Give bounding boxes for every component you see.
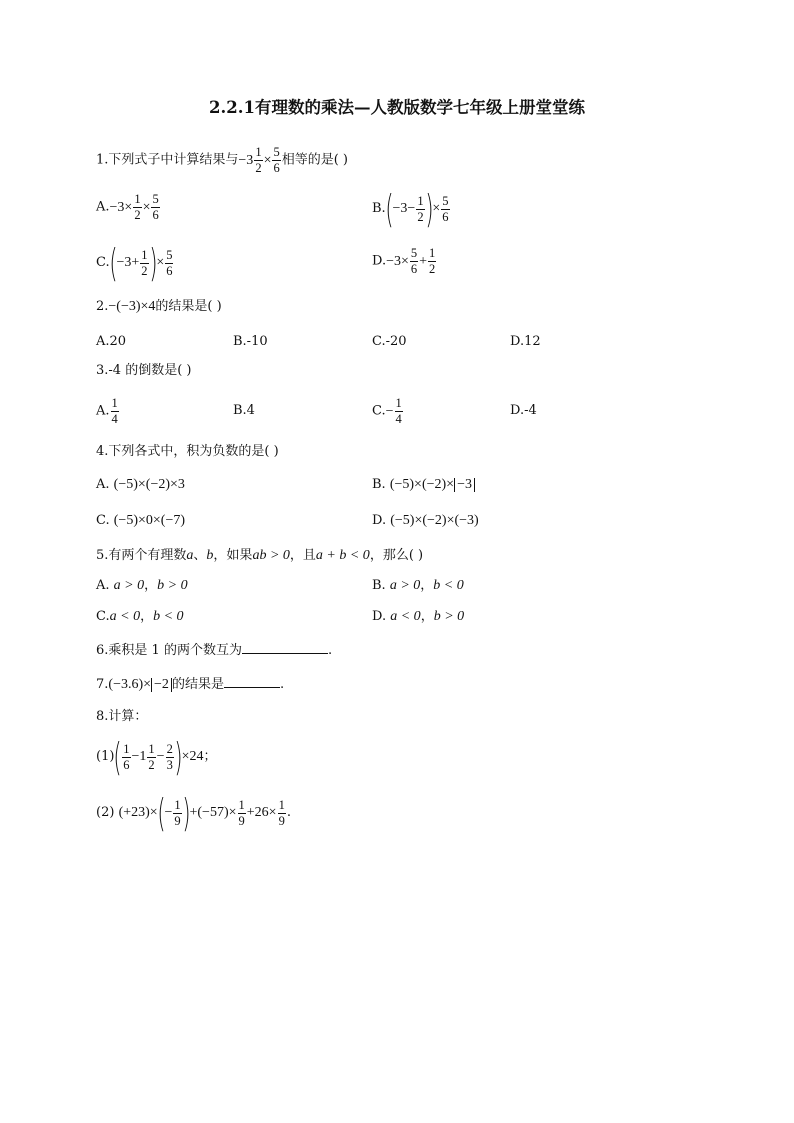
fraction [416,194,424,225]
absolute-value: −3 [454,478,475,492]
expr-part: (+23)× [118,805,158,821]
right-paren: ) [174,735,183,779]
numerator: 1 [134,192,141,206]
denominator: 2 [417,209,424,224]
question-8-stem: 8.计算： [96,709,148,724]
fraction [238,798,246,829]
numerator: 5 [152,192,159,206]
question-2-text: 的结果是( ) [155,299,222,314]
numerator: 5 [410,246,418,260]
operator: + [419,253,428,269]
denominator: 6 [152,208,159,222]
condition-2: a + b < 0 [315,548,370,563]
option-label: A. [96,477,110,492]
fraction [133,192,141,223]
question-1-text: 1.下列式子中计算结果与 [96,152,239,168]
option-label: C. [96,513,110,528]
question-4-stem: 4.下列各式中，积为负数的是( ) [96,444,279,459]
option-expression: a < 0 [390,609,421,624]
q8-part-1 [96,735,217,779]
q2-option-c: C.-20 [372,334,407,349]
expr-part: +26× [246,805,277,821]
fraction [428,246,436,277]
q4-option-c [96,514,185,528]
semicolon: ； [203,749,217,765]
left-paren: ( [108,241,118,285]
numerator: 1 [255,145,262,159]
fraction [395,396,403,427]
fraction [165,248,173,279]
q2-option-a: A.20 [96,334,127,349]
denominator: 6 [166,263,173,278]
right-paren: ) [148,241,157,285]
denominator: 9 [238,813,245,828]
denominator: 9 [278,813,285,828]
q1-option-b [372,187,451,231]
comma: ， [420,609,434,624]
fraction [254,145,262,176]
comma: ， [420,578,434,593]
q2-option-d: D.12 [510,334,541,349]
option-label: B. [372,578,386,593]
fraction [441,194,449,225]
denominator: 4 [111,412,118,426]
q5-option-c [96,610,184,624]
option-label: B. [372,477,386,492]
fraction [272,145,280,176]
comma: ， [144,578,158,593]
fraction [166,742,174,773]
comma: ， [140,609,154,624]
q3-option-b: B.4 [233,403,255,418]
variable-b: b [206,548,214,563]
q3-option-a [96,396,120,427]
option-label: C. [96,609,110,624]
denominator: 6 [273,161,280,175]
left-paren: ( [385,187,394,231]
question-7-stem [96,675,284,692]
option-expression: a > 0 [389,578,421,593]
numerator: 1 [141,247,148,262]
fraction [122,742,130,773]
denominator: 4 [395,412,402,426]
operator: − [156,749,165,765]
denominator: 9 [174,813,181,828]
expr-part: −1 [131,749,147,765]
question-1-stem [96,145,348,176]
option-expression: (−5)×(−2)× [389,477,455,492]
option-expression: b < 0 [153,609,184,624]
expr-part: −3− [392,201,416,217]
fraction [151,192,159,223]
q3-option-d: D.-4 [510,403,537,418]
expr-part: −3 [238,152,254,168]
numerator: 5 [166,247,173,262]
separator: 、 [193,548,207,563]
denominator: 3 [166,757,173,772]
operator: × [142,199,151,215]
question-5-text-end: ，那么( ) [369,548,424,563]
numerator: 1 [417,193,424,208]
expr-part: +(−57)× [189,805,237,821]
fraction [147,742,155,773]
expr-part: − [164,805,173,821]
question-1-expression [238,145,281,175]
option-label: C. [96,255,110,271]
question-5-text: 5.有两个有理数 [96,548,187,563]
expr-part: −3+ [116,255,140,271]
expr-part: −3× [386,253,409,269]
q4-option-a [96,478,185,492]
option-label: C. [372,403,386,419]
denominator: 6 [123,757,130,772]
question-3-stem: 3.-4 的倒数是( ) [96,363,192,378]
numerator: 1 [238,797,245,812]
numerator: 1 [174,797,181,812]
left-paren: ( [113,735,122,779]
option-expression: (−5)×(−2)×(−3) [390,513,479,528]
answer-blank[interactable] [224,675,280,688]
option-expression: (−5)×0×(−7) [113,513,185,528]
question-5-text: ，如果 [213,548,253,563]
question-5-text: ，且 [289,548,316,563]
minus-sign: − [385,403,394,419]
question-7-text: 的结果是 [171,677,224,692]
option-expression: a > 0 [113,578,145,593]
question-6-text: 6.乘积是 1 的两个数互为 [96,643,242,658]
period: . [286,805,291,821]
numerator: 1 [123,741,130,756]
part-label: (1) [96,749,115,765]
right-paren: ) [424,187,434,231]
operator: × [432,201,441,217]
q5-option-d [372,610,464,624]
q5-option-b [372,579,464,593]
q1-option-d [372,246,437,277]
q8-part-2 [96,791,291,835]
numerator: 2 [166,741,173,756]
denominator: 2 [148,757,155,772]
option-expression: a < 0 [109,609,141,624]
operator: × [156,255,165,271]
fraction [173,798,181,829]
question-number: 7. [96,677,109,692]
absolute-value: −2 [151,678,172,692]
option-label: D. [372,253,387,269]
fraction [278,798,286,829]
expr-part: ×24 [181,749,204,765]
option-label: D. [372,609,387,624]
question-6-stem [96,641,332,657]
denominator: 6 [442,209,449,224]
denominator: 6 [410,262,418,276]
numerator: 5 [273,145,280,159]
part-label: (2) [96,805,115,821]
period: . [279,677,285,692]
q5-option-a [96,579,188,593]
fraction [410,246,418,277]
q1-option-a [96,192,161,223]
q1-option-c [96,241,174,285]
numerator: 1 [395,396,402,410]
numerator: 1 [429,246,436,260]
page-title: 2.2.1有理数的乘法—人教版数学七年级上册堂堂练 [209,98,585,117]
expr-part: −3× [109,199,133,215]
right-paren: ) [182,791,191,835]
denominator: 2 [141,263,148,278]
question-number: 2. [96,299,109,314]
left-paren: ( [157,791,166,835]
q4-option-b [372,478,475,492]
option-expression: b > 0 [433,609,465,624]
fraction [140,248,148,279]
option-expression: b < 0 [433,578,464,593]
option-expression: b > 0 [157,578,188,593]
period: . [327,643,333,658]
question-1-text-end: 相等的是( ) [281,152,348,168]
q4-option-d [372,514,479,528]
fraction [111,396,119,427]
numerator: 1 [148,741,155,756]
numerator: 1 [278,797,285,812]
condition-1: ab > 0 [252,548,290,563]
option-label: A. [96,199,110,215]
question-2-expression: −(−3)×4 [108,299,156,314]
numerator: 1 [111,396,118,410]
option-label: A. [96,578,110,593]
denominator: 2 [255,161,262,175]
numerator: 5 [442,193,449,208]
variable-a: a [186,548,194,563]
option-label: D. [372,513,387,528]
denominator: 2 [134,208,141,222]
denominator: 2 [429,262,436,276]
question-2-stem [96,300,222,314]
q3-option-c [372,396,404,427]
operator: × [263,152,272,168]
option-label: A. [96,403,110,419]
question-5-stem [96,549,423,563]
option-expression: (−5)×(−2)×3 [113,477,185,492]
answer-blank[interactable] [242,641,328,654]
q2-option-b: B.-10 [233,334,268,349]
option-label: B. [372,201,386,217]
question-7-expression: (−3.6)× [108,677,152,692]
